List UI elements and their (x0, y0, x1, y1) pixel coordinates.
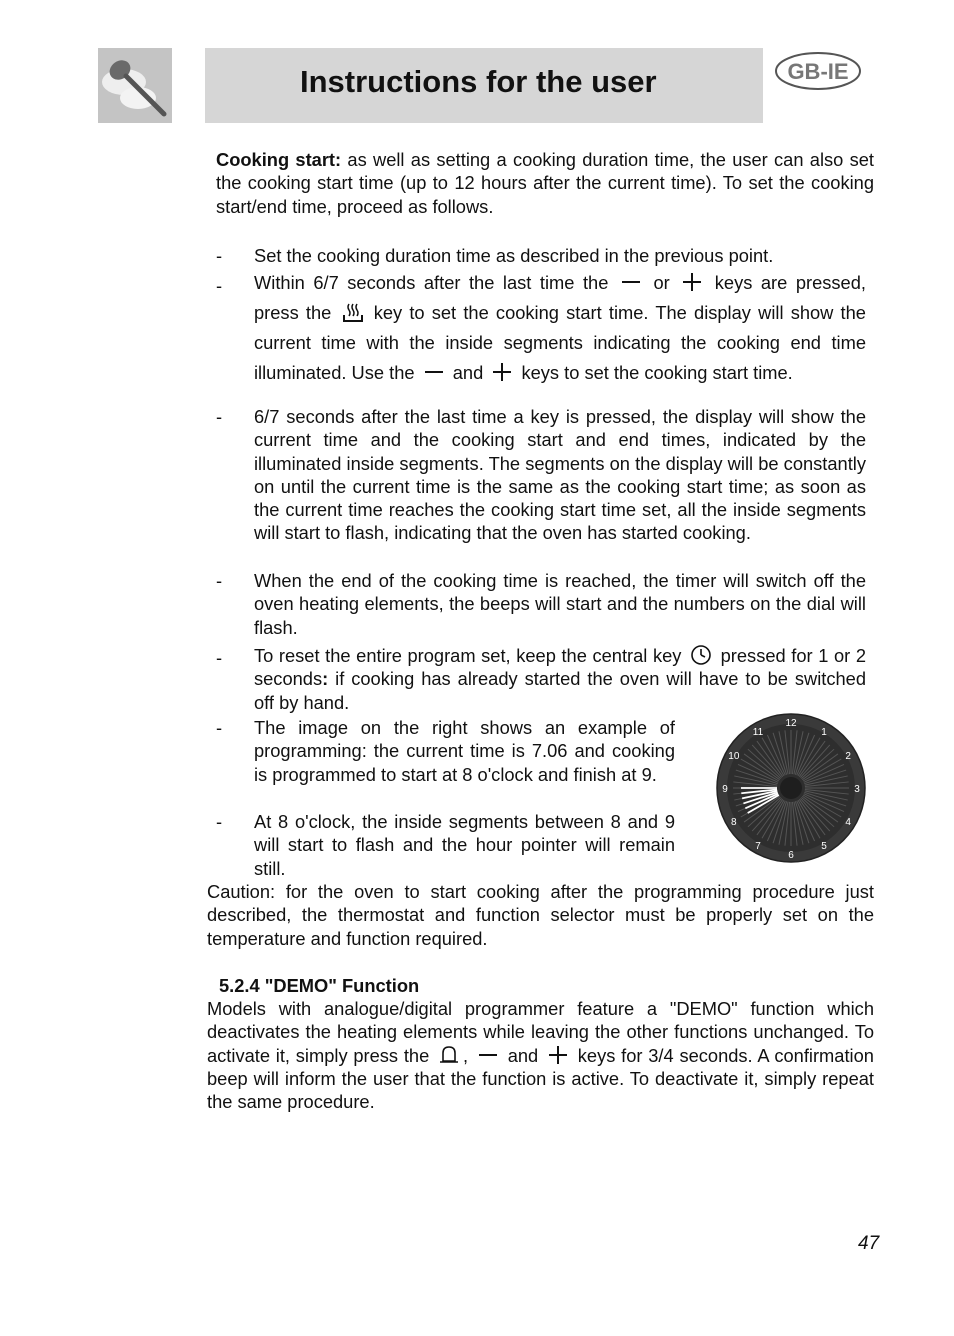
dial-number: 1 (821, 726, 827, 738)
list-item-2-text-f: keys to set the cooking start time. (521, 362, 793, 383)
language-badge (774, 51, 862, 91)
minus-key-icon (620, 271, 642, 293)
demo-comma: , (463, 1044, 469, 1066)
page-title: Instructions for the user (300, 64, 657, 99)
page-number: 47 (858, 1233, 880, 1254)
programmer-dial (716, 713, 866, 863)
list-item-5-text-b: pressed for 1 or 2 seconds (254, 645, 866, 690)
list-item-4: When the end of the cooking time is reached, the timer will switch off the oven heating elements, the beeps will start and the numbers on the dial will flash. (254, 570, 866, 638)
dial-number: 11 (752, 726, 764, 738)
dial-number: 12 (785, 718, 797, 729)
list-dash: - (216, 275, 223, 296)
plus-key-icon (491, 361, 513, 383)
dial-number: 10 (728, 751, 740, 762)
list-item-5 (254, 644, 866, 714)
list-item-2 (254, 268, 866, 388)
plus-key-icon (547, 1044, 569, 1066)
list-item-5-colon: : (322, 668, 329, 690)
chef-spoon-logo-icon (98, 48, 172, 123)
demo-text-b: and (507, 1044, 539, 1066)
list-item-3: 6/7 seconds after the last time a key is pressed, the display will show the current time and the cooking start and end times, indicated by the illuminated inside segments. The segments on the display will be constantly on until the current time is the same as the cooking start time; as soon as the current time reaches the cooking start time set, all the inside segments will start to flash, indicating that the oven has started cooking. (254, 406, 866, 544)
header-bar (205, 48, 763, 123)
dial-number: 7 (755, 841, 761, 853)
cooking-start-paragraph (216, 148, 874, 218)
bell-key-icon (438, 1044, 460, 1066)
list-dash: - (216, 647, 223, 668)
list-item-2-text-e: and (452, 362, 484, 383)
list-item-1: Set the cooking duration time as described in the previous point. (254, 245, 774, 266)
dial-number: 4 (845, 817, 851, 828)
dial-number: 2 (845, 751, 851, 762)
list-dash: - (216, 717, 223, 738)
caution-paragraph: Caution: for the oven to start cooking after the programming procedure just described, the thermostat and function selector must be properly set on the temperature and function required. (207, 881, 874, 949)
list-dash: - (216, 406, 223, 427)
list-dash: - (216, 570, 223, 591)
list-item-7: At 8 o'clock, the inside segments between 8 and 9 will start to flash and the hour pointer will remain still. (254, 811, 675, 879)
demo-text-c: keys for 3/4 seconds. A confirmation beep will inform the user that the function is active. To deactivate it, simply repeat the same procedure. (207, 1044, 874, 1113)
list-item-5-text-d: if cooking has already started the oven will have to be switched off by hand. (254, 668, 866, 713)
cooking-start-intro: as well as setting a cooking duration time, the user can also set the cooking start time (up to 12 hours after the current time). To set the cooking start/end time, proceed as follows. (216, 149, 874, 217)
demo-paragraph (207, 997, 874, 1113)
list-item-2-text-d: key to set the cooking start time. The display will show the current time with the inside segments indicating the cooking end time illuminated. Use the (254, 302, 866, 383)
dial-number: 5 (821, 841, 827, 853)
dial-number: 9 (722, 784, 728, 795)
list-item-2-text-a: Within 6/7 seconds after the last time the (254, 272, 609, 293)
list-item-6: The image on the right shows an example of programming: the current time is 7.06 and cooking is programmed to start at 8 o'clock and finish at 9. (254, 717, 675, 785)
list-item-2-text-c: keys are pressed, press the (254, 272, 866, 323)
plus-key-icon (681, 271, 703, 293)
clock-key-icon (690, 644, 712, 666)
dial-number: 6 (788, 850, 794, 861)
demo-text-a: Models with analogue/digital programmer feature a "DEMO" function which deactivates the heating elements while leaving the other functions unchanged. To activate it, simply press the (207, 998, 874, 1066)
programmer-dial-illustration (716, 713, 866, 863)
list-dash: - (216, 245, 223, 266)
list-item-5-text-a: To reset the entire program set, keep the central key (254, 645, 682, 666)
list-item-2-text-b: or (653, 272, 670, 293)
section-heading: 5.2.4 "DEMO" Function (219, 975, 420, 996)
cooking-start-label: Cooking start: (216, 149, 342, 170)
dial-number: 3 (854, 784, 860, 795)
minus-key-icon (477, 1044, 499, 1066)
minus-key-icon (423, 361, 445, 383)
cooking-start-key-icon (342, 301, 364, 323)
dial-number: 8 (731, 817, 737, 828)
list-dash: - (216, 811, 223, 832)
language-badge-text: GB-IE (787, 59, 849, 84)
